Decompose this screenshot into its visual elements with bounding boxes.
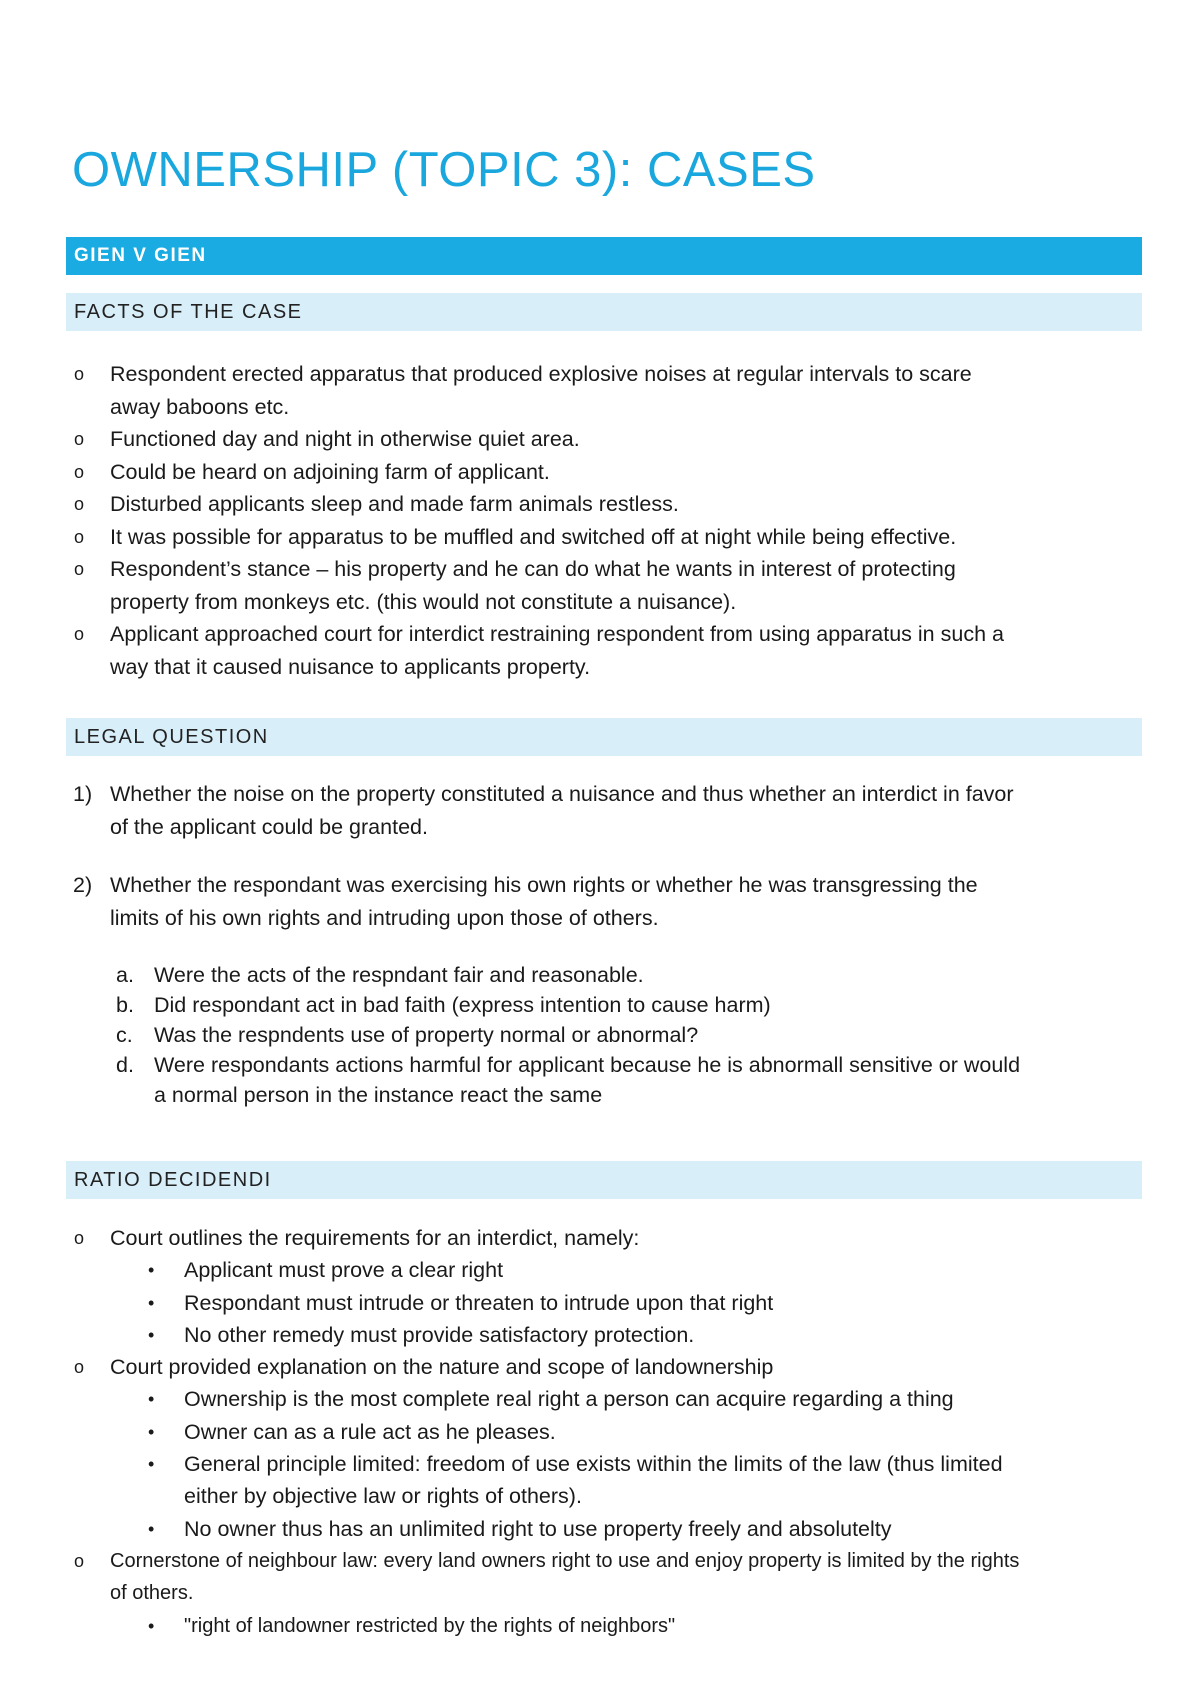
text-line: Were respondants actions harmful for applicant because he is abnormall sensitive or would	[154, 1053, 1021, 1077]
text-line: No owner thus has an unlimited right to use property freely and absolutelty	[184, 1516, 892, 1541]
text-line: Court provided explanation on the nature and scope of landownership	[110, 1355, 774, 1380]
facts-heading: FACTS OF THE CASE	[66, 293, 1142, 331]
list-number: 2)	[73, 873, 93, 897]
list-marker-icon: o	[74, 494, 85, 514]
text-line: Applicant must prove a clear right	[184, 1258, 504, 1283]
list-item	[66, 423, 1146, 456]
ratio-sub-point	[66, 1383, 1146, 1415]
sub-question-item	[66, 990, 1146, 1020]
ratio-point	[66, 1351, 1146, 1383]
text-line: Applicant approached court for interdict restraining respondent from using apparatus in such a	[110, 622, 1004, 646]
ratio-sub-point	[66, 1319, 1146, 1351]
list-marker-icon: o	[74, 429, 85, 449]
sub-question-item	[66, 1050, 1146, 1110]
ratio-sub-point	[66, 1254, 1146, 1286]
list-marker-icon: o	[74, 1550, 85, 1571]
text-line: limits of his own rights and intruding upon those of others.	[110, 905, 659, 930]
list-marker-icon: o	[74, 1228, 85, 1248]
facts-list	[66, 358, 1146, 683]
text-line: either by objective law or rights of others).	[184, 1484, 582, 1509]
ratio-sub-point	[66, 1610, 1146, 1642]
text-line: "right of landowner restricted by the rights of neighbors"	[184, 1614, 676, 1637]
ratio-decidendi-list	[66, 1222, 1146, 1642]
bullet-icon: •	[148, 1389, 155, 1410]
list-marker-icon: o	[74, 526, 85, 547]
list-marker-icon: o	[74, 624, 85, 644]
text-line: away baboons etc.	[110, 394, 290, 419]
bullet-icon: •	[148, 1421, 155, 1442]
text-line: Respondent erected apparatus that produced explosive noises at regular intervals to scare	[110, 362, 972, 386]
list-item	[66, 488, 1146, 521]
text-line: Ownership is the most complete real right a person can acquire regarding a thing	[184, 1387, 954, 1412]
sub-question-list	[66, 960, 1146, 1110]
text-line: Cornerstone of neighbour law: every land owners right to use and enjoy property is limited by the rights	[110, 1549, 1020, 1572]
legal-question-heading: LEGAL QUESTION	[66, 718, 1142, 756]
list-marker-icon: o	[74, 364, 85, 384]
ratio-point	[66, 1545, 1146, 1610]
text-line: a normal person in the instance react the same	[154, 1083, 603, 1107]
text-line: way that it caused nuisance to applicants property.	[110, 654, 591, 679]
text-line: Whether the noise on the property constituted a nuisance and thus whether an interdict in favor	[110, 782, 1014, 806]
bullet-icon: •	[148, 1324, 155, 1345]
text-line: Could be heard on adjoining farm of applicant.	[110, 459, 550, 484]
list-item	[66, 456, 1146, 489]
list-marker-icon: o	[74, 559, 85, 579]
list-letter: b.	[116, 993, 134, 1017]
ratio-sub-point	[66, 1448, 1146, 1513]
text-line: Disturbed applicants sleep and made farm animals restless.	[110, 492, 679, 516]
text-line: of the applicant could be granted.	[110, 814, 428, 839]
text-line: Were the acts of the respndant fair and reasonable.	[154, 963, 644, 987]
text-line: It was possible for apparatus to be muffled and switched off at night while being effective.	[110, 524, 957, 549]
list-item	[66, 553, 1146, 618]
text-line: No other remedy must provide satisfactory protection.	[184, 1322, 695, 1347]
bullet-icon: •	[148, 1260, 155, 1281]
legal-question-list	[66, 778, 1146, 1110]
bullet-icon: •	[148, 1518, 155, 1539]
text-line: property from monkeys etc. (this would not constitute a nuisance).	[110, 589, 737, 614]
ratio-sub-point	[66, 1287, 1146, 1319]
bullet-icon: •	[148, 1292, 155, 1313]
text-line: Was the respndents use of property normal or abnormal?	[154, 1023, 699, 1047]
ratio-point	[66, 1222, 1146, 1254]
list-number: 1)	[73, 782, 93, 806]
text-line: of others.	[110, 1582, 194, 1605]
ratio-decidendi-heading: RATIO DECIDENDI	[66, 1161, 1142, 1199]
text-line: Court outlines the requirements for an interdict, namely:	[110, 1226, 640, 1250]
list-item	[66, 618, 1146, 683]
list-marker-icon: o	[74, 461, 85, 482]
bullet-icon: •	[148, 1454, 155, 1475]
text-line: Functioned day and night in otherwise quiet area.	[110, 427, 580, 451]
list-item	[66, 358, 1146, 423]
question-item	[66, 869, 1146, 934]
ratio-sub-point	[66, 1416, 1146, 1448]
sub-question-item	[66, 960, 1146, 990]
text-line: Did respondant act in bad faith (express intention to cause harm)	[154, 993, 771, 1017]
text-line: Respondant must intrude or threaten to intrude upon that right	[184, 1290, 774, 1315]
text-line: Whether the respondant was exercising his own rights or whether he was transgressing the	[110, 873, 978, 897]
text-line: Owner can as a rule act as he pleases.	[184, 1419, 556, 1444]
text-line: Respondent’s stance – his property and he can do what he wants in interest of protecting	[110, 557, 956, 581]
list-letter: d.	[116, 1053, 134, 1077]
list-letter: a.	[116, 963, 134, 987]
case-heading: GIEN V GIEN	[66, 237, 1142, 275]
sub-question-item	[66, 1020, 1146, 1050]
bullet-icon: •	[148, 1615, 155, 1636]
document-title: OWNERSHIP (TOPIC 3): CASES	[72, 143, 816, 197]
question-item	[66, 778, 1146, 843]
list-item	[66, 521, 1146, 554]
text-line: General principle limited: freedom of use exists within the limits of the law (thus limited	[184, 1452, 1003, 1477]
list-letter: c.	[116, 1023, 133, 1047]
list-marker-icon: o	[74, 1357, 85, 1378]
ratio-sub-point	[66, 1513, 1146, 1545]
